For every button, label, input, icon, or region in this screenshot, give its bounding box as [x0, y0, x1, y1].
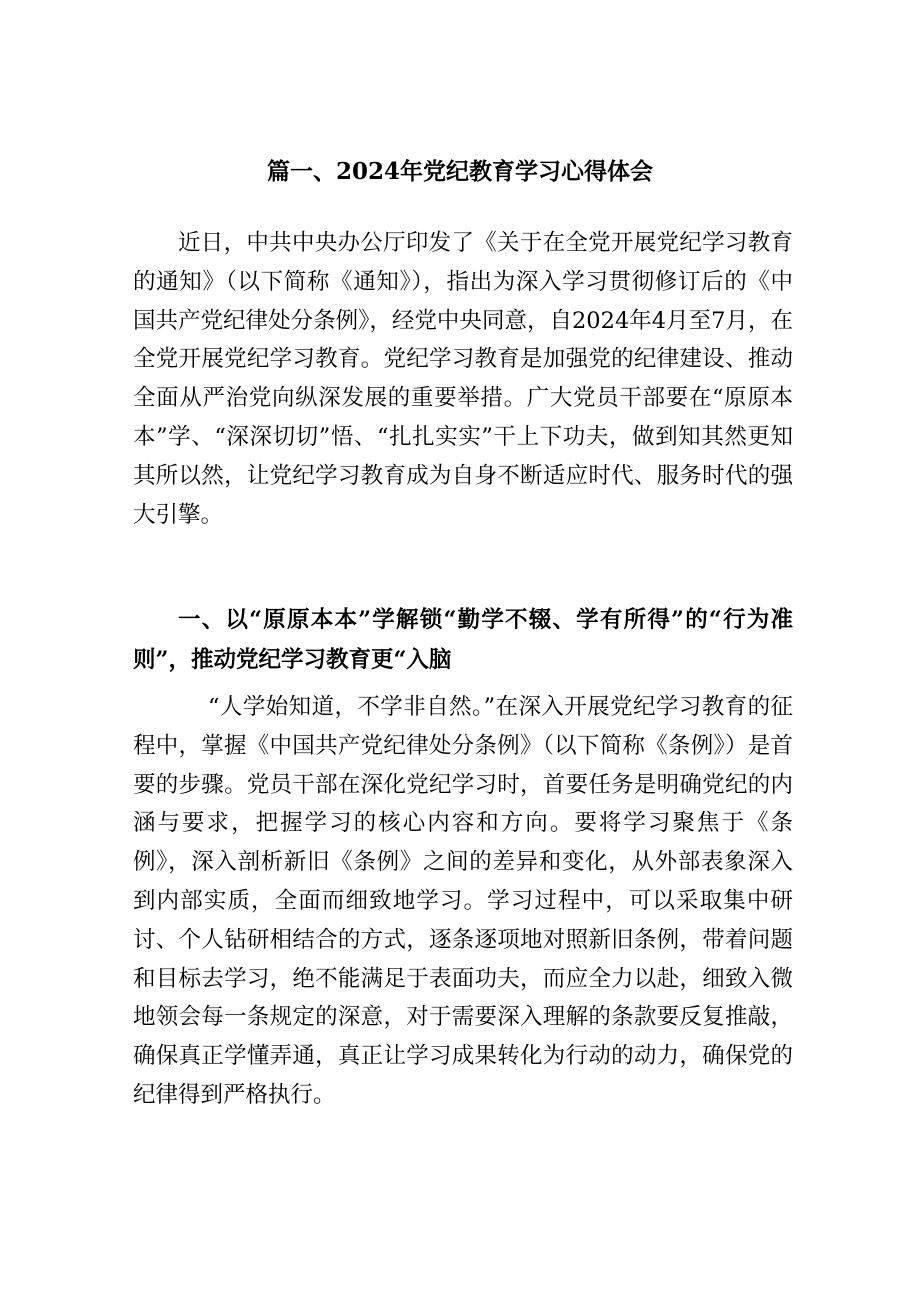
intro-paragraph: 近日，中共中央办公厅印发了《关于在全党开展党纪学习教育的通知》（以下简称《通知》），指出为深入学习贯彻修订后的《中国共产党纪律处分条例》，经党中央同意，自2024年4月至7月，在全党开展党纪学习教育。党纪学习教育是加强党的纪律建设、推动全面从严治党向纵深发展的重要举措。广大党员干部要在“原原本本”学、“深深切切”悟、“扎扎实实”干上下功夫，做到知其然更知其所以然，让党纪学习教育成为自身不断适应时代、服务时代的强大引擎。 [133, 230, 793, 528]
section-heading: 一、以“原原本本”学解锁“勤学不辍、学有所得”的“行为准则”，推动党纪学习教育更“入脑 [133, 607, 793, 673]
document-title: 篇一、2024年党纪教育学习心得体会 [266, 158, 653, 185]
section-paragraph: “人学始知道，不学非自然。”在深入开展党纪学习教育的征程中，掌握《中国共产党纪律处分条例》（以下简称《条例》）是首要的步骤。党员干部在深化党纪学习时，首要任务是明确党纪的内涵与要求，把握学习的核心内容和方向。要将学习聚焦于《条例》，深入剖析新旧《条例》之间的差异和变化，从外部表象深入到内部实质，全面而细致地学习。学习过程中，可以采取集中研讨、个人钻研相结合的方式，逐条逐项地对照新旧条例，带着问题和目标去学习，绝不能满足于表面功夫，而应全力以赴，细致入微地领会每一条规定的深意，对于需要深入理解的条款要反复推敲，确保真正学懂弄通，真正让学习成果转化为行动的动力，确保党的纪律得到严格执行。 [133, 694, 793, 1108]
